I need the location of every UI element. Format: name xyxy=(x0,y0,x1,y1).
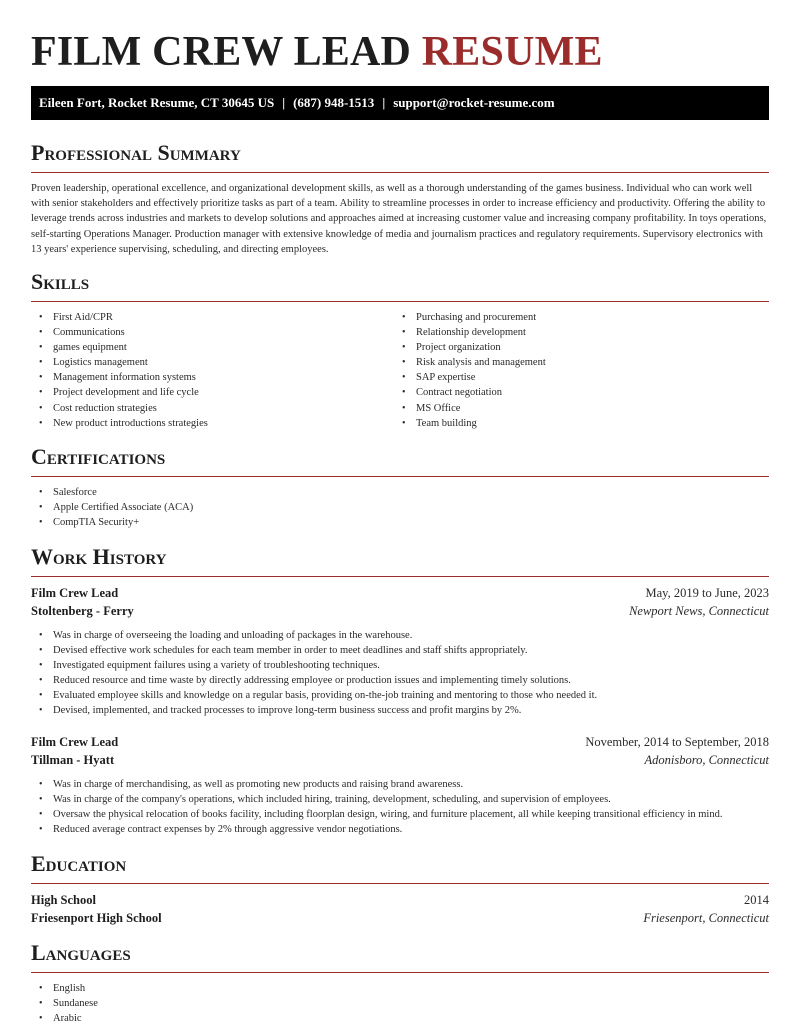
summary-heading: Professional Summary xyxy=(31,140,241,165)
education-school: Friesenport High School xyxy=(31,911,162,925)
education-heading: Education xyxy=(31,851,127,876)
section-divider xyxy=(31,476,769,477)
job-bullet: • Investigated equipment failures using a variety of troubleshooting techniques. xyxy=(31,658,597,673)
contact-phone: (687) 948-1513 xyxy=(293,95,375,110)
skill-item: • games equipment xyxy=(31,340,208,355)
education-degree-row xyxy=(31,893,769,908)
section-divider xyxy=(31,301,769,302)
skills-list-left xyxy=(31,310,208,431)
job-bullet: • Devised effective work schedules for each team member in order to meet deadlines and staff shifts appropriately. xyxy=(31,643,597,658)
job-title: Film Crew Lead xyxy=(31,586,119,600)
section-divider xyxy=(31,576,769,577)
job-header-row xyxy=(31,586,769,601)
job-bullet: • Reduced average contract expenses by 2% through aggressive vendor negotiations. xyxy=(31,822,722,837)
education-school-row xyxy=(31,911,769,926)
job-bullet: • Evaluated employee skills and knowledge on a regular basis, providing on-the-job training and mentoring to those who needed it. xyxy=(31,688,597,703)
job-header-row xyxy=(31,735,769,750)
skill-item: • First Aid/CPR xyxy=(31,310,208,325)
resume-title xyxy=(31,28,603,76)
job-bullet: • Devised, implemented, and tracked processes to improve long-term business success and profit margins by 2%. xyxy=(31,703,597,718)
job-location: Adonisboro, Connecticut xyxy=(644,753,769,767)
languages-heading: Languages xyxy=(31,940,131,965)
skill-item: • Team building xyxy=(394,416,546,431)
job-company-row xyxy=(31,753,769,768)
skill-item: • Logistics management xyxy=(31,355,208,370)
skill-item: • MS Office xyxy=(394,401,546,416)
job-company: Stoltenberg - Ferry xyxy=(31,604,134,618)
skill-item: • Communications xyxy=(31,325,208,340)
certifications-heading: Certifications xyxy=(31,444,166,469)
skill-item: • Purchasing and procurement xyxy=(394,310,546,325)
title-main: FILM CREW LEAD xyxy=(31,29,422,75)
skill-item: • Project development and life cycle xyxy=(31,385,208,400)
education-degree: High School xyxy=(31,893,96,907)
certification-item: • Salesforce xyxy=(31,485,193,500)
job-dates: May, 2019 to June, 2023 xyxy=(645,586,769,600)
job-bullet: • Was in charge of overseeing the loading and unloading of packages in the warehouse. xyxy=(31,628,597,643)
contact-email: support@rocket-resume.com xyxy=(393,95,555,110)
skill-item: • Relationship development xyxy=(394,325,546,340)
job-bullet: • Reduced resource and time waste by directly addressing employee or production issues and implementing timely solutions. xyxy=(31,673,597,688)
languages-list xyxy=(31,981,98,1026)
job-location: Newport News, Connecticut xyxy=(629,604,769,618)
skill-item: • New product introductions strategies xyxy=(31,416,208,431)
language-item: • Arabic xyxy=(31,1011,98,1026)
skill-item: • Risk analysis and management xyxy=(394,355,546,370)
job-dates: November, 2014 to September, 2018 xyxy=(585,735,769,749)
education-location: Friesenport, Connecticut xyxy=(643,911,769,925)
contact-address: Eileen Fort, Rocket Resume, CT 30645 US xyxy=(39,95,275,110)
job-title: Film Crew Lead xyxy=(31,735,119,749)
skill-item: • Contract negotiation xyxy=(394,385,546,400)
section-divider xyxy=(31,883,769,884)
language-item: • Sundanese xyxy=(31,996,98,1011)
title-accent: RESUME xyxy=(421,29,603,75)
job-bullet: • Was in charge of merchandising, as well as promoting new products and raising brand awareness. xyxy=(31,777,722,792)
section-divider xyxy=(31,972,769,973)
job-company: Tillman - Hyatt xyxy=(31,753,115,767)
language-item: • English xyxy=(31,981,98,996)
skill-item: • Project organization xyxy=(394,340,546,355)
skills-list-right xyxy=(394,310,546,431)
job-company-row xyxy=(31,604,769,619)
skill-item: • SAP expertise xyxy=(394,370,546,385)
contact-bar xyxy=(31,86,769,120)
certifications-list xyxy=(31,485,193,530)
summary-text: Proven leadership, operational excellence, and organizational development skills, as well as a thorough understanding of the games business. Individual who can work well with senior stakeholders and effectively prioritize tasks as part of a team. Ability to streamline processes in order to increase efficiency and productivity. Offering the ability to leverage trends across industries and markets to develop solutions and approaches aimed at increasing customer value and increasing company profitability. In toys operations, self-starting Operations Manager. Production manager with extensive knowledge of media and journalism practices and regulatory requirements. Supervisory electronics with 13 years' experience supervising, scheduling, and directing employees. xyxy=(31,183,767,255)
skill-item: • Cost reduction strategies xyxy=(31,401,208,416)
contact-separator: | xyxy=(282,95,286,110)
job-bullet: • Was in charge of the company's operations, which included hiring, training, development, scheduling, and supervision of employees. xyxy=(31,792,722,807)
job-bullets xyxy=(31,777,722,837)
job-bullet: • Oversaw the physical relocation of books facility, including floorplan design, wiring, and furniture placement, all while keeping transitional efficiency in mind. xyxy=(31,807,722,822)
education-year: 2014 xyxy=(744,893,769,907)
certification-item: • Apple Certified Associate (ACA) xyxy=(31,500,193,515)
contact-separator: | xyxy=(382,95,386,110)
section-divider xyxy=(31,172,769,173)
skills-heading: Skills xyxy=(31,269,90,294)
job-bullets xyxy=(31,628,597,719)
skill-item: • Management information systems xyxy=(31,370,208,385)
certification-item: • CompTIA Security+ xyxy=(31,515,193,530)
work-history-heading: Work History xyxy=(31,544,167,569)
